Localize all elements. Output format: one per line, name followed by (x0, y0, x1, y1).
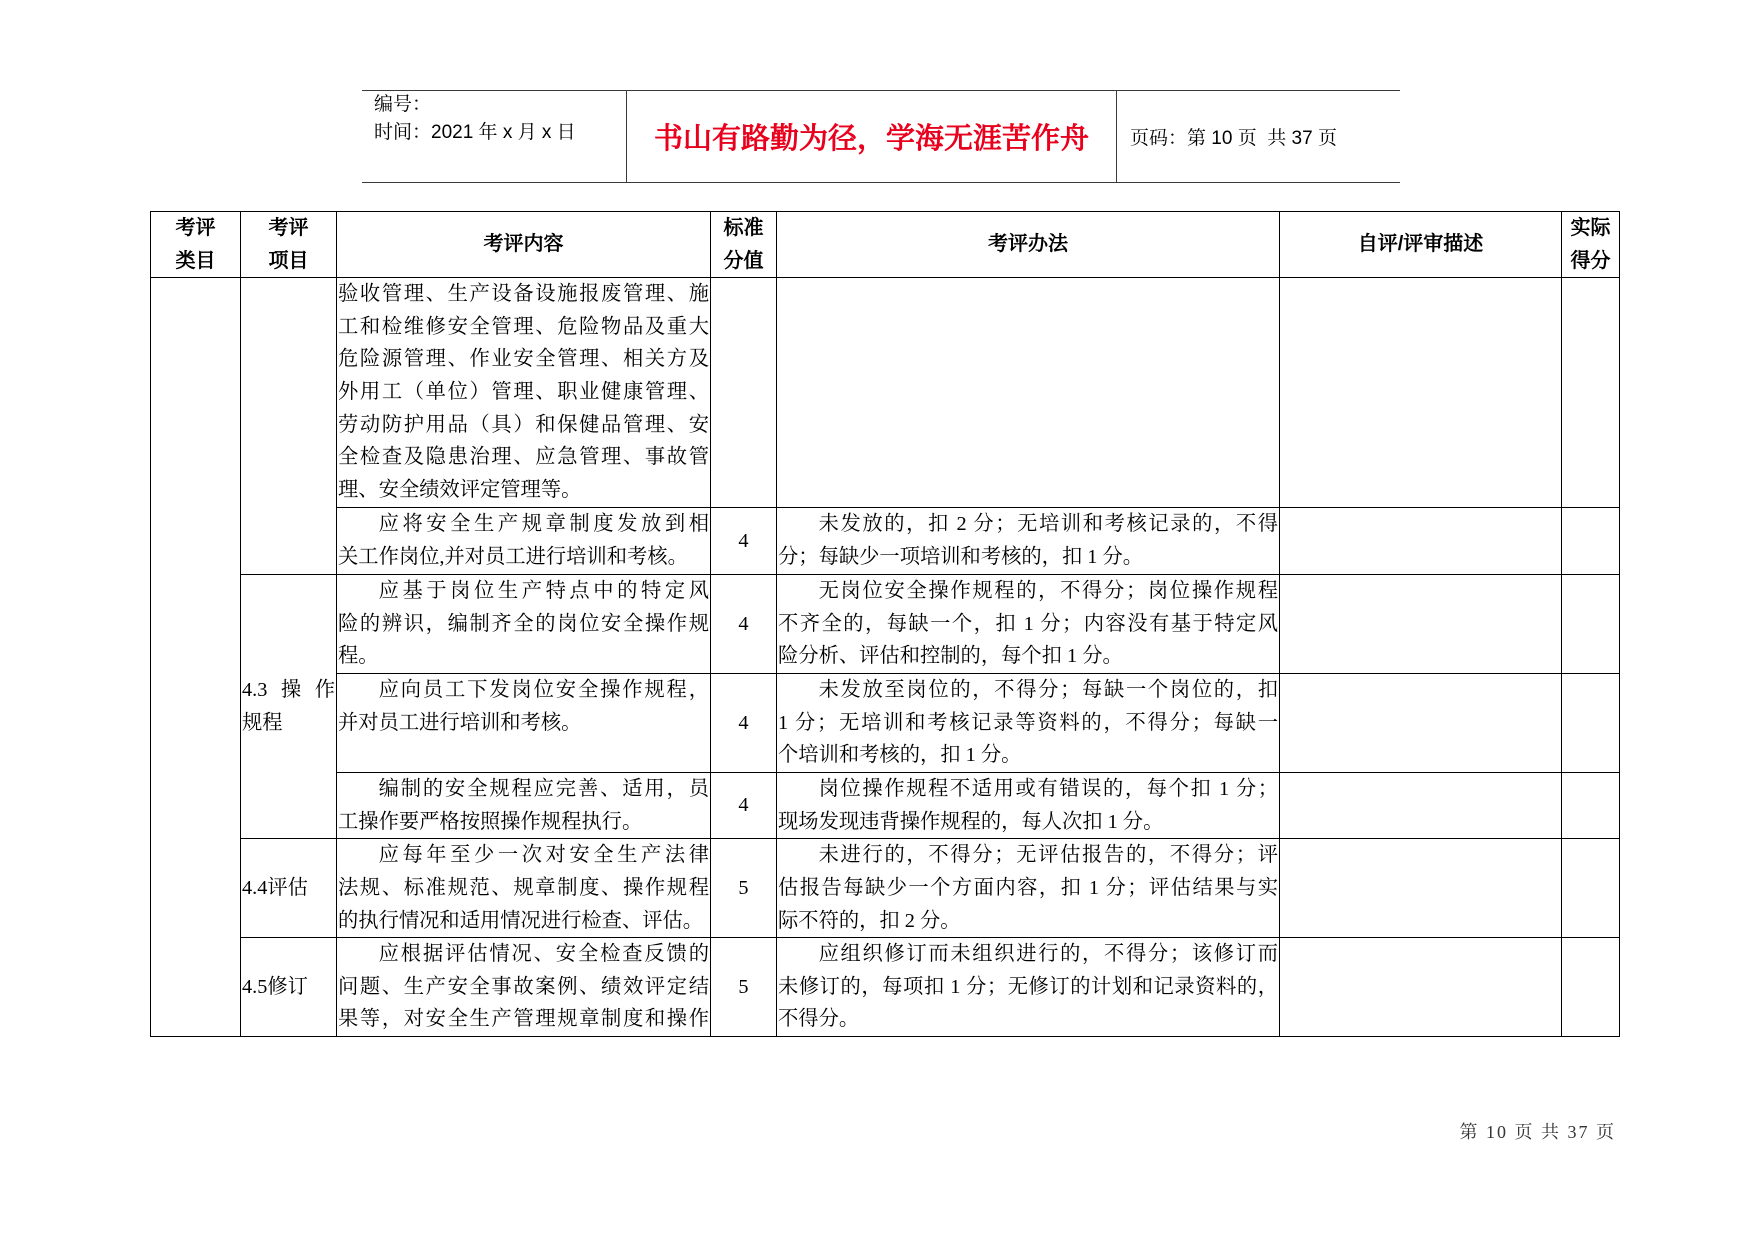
text-line: 程。 (338, 645, 379, 668)
text-line: 应组织修订而未组织进行的，不得分；该修订而 (818, 943, 1278, 966)
text-line: 考评 (175, 217, 216, 239)
method-cell (777, 674, 1280, 773)
score-cell (711, 278, 777, 508)
table-row (151, 773, 1620, 839)
column-header-item (241, 212, 337, 278)
text-line: 应每年至少一次对安全生产法律 (378, 844, 709, 867)
item-cell (241, 575, 337, 839)
table-row (151, 575, 1620, 674)
table-row (151, 674, 1620, 773)
text-line: 分；每缺少一项培训和考核的，扣 1 分。 (778, 545, 1144, 568)
score-cell: 5 (711, 938, 777, 1037)
text-line: 未发放至岗位的，不得分；每缺一个岗位的，扣 (818, 679, 1278, 702)
text-line: 理、安全绩效评定管理等。 (338, 478, 582, 501)
table-head (151, 212, 1620, 278)
text-line: 外用工（单位）管理、职业健康管理、 (338, 380, 709, 403)
method-cell (777, 773, 1280, 839)
text-line: 并对员工进行培训和考核。 (338, 711, 582, 734)
text-line: 4.5修订 (242, 975, 308, 998)
actual-score-cell (1562, 839, 1620, 938)
score-cell: 5 (711, 839, 777, 938)
column-header-actual-score (1562, 212, 1620, 278)
content-cell (337, 938, 711, 1037)
document-number-label: 编号： (374, 94, 432, 115)
text-line: 得分 (1570, 249, 1611, 272)
text-line: 法规、标准规范、规章制度、操作规程 (338, 876, 709, 899)
table-row (151, 278, 1620, 508)
text-line: 考评 (268, 217, 309, 239)
text-line: 自评/评审描述 (1357, 233, 1484, 256)
column-header-self-evaluation (1280, 212, 1562, 278)
text-line: 际不符的，扣 2 分。 (778, 909, 961, 932)
text-line: 应基于岗位生产特点中的特定风 (378, 580, 709, 603)
text-line: 编制的安全规程应完善、适用，员 (378, 778, 709, 801)
text-line: 4.3操作 (242, 679, 335, 702)
self-evaluation-cell (1280, 773, 1562, 839)
content-cell (337, 839, 711, 938)
actual-score-cell (1562, 674, 1620, 773)
content-cell (337, 278, 711, 508)
score-cell: 4 (711, 575, 777, 674)
page-footer: 第 10 页 共 37 页 (1459, 1122, 1616, 1142)
column-header-content (337, 212, 711, 278)
text-line: 估报告每缺少一个方面内容，扣 1 分；评估结果与实 (778, 876, 1278, 899)
text-line: 果等，对安全生产管理规章制度和操作 (338, 1008, 709, 1031)
table-row (151, 508, 1620, 575)
method-cell (777, 278, 1280, 508)
table-row (151, 839, 1620, 938)
method-cell (777, 839, 1280, 938)
document-date: 时间：2021 年 x 月 x 日 (374, 122, 576, 143)
table-body (151, 278, 1620, 1037)
text-line: 不齐全的，每缺一个，扣 1 分；内容没有基于特定风 (778, 612, 1278, 635)
text-line: 个培训和考核的，扣 1 分。 (778, 744, 1022, 767)
text-line: 岗位操作规程不适用或有错误的，每个扣 1 分； (818, 778, 1278, 801)
text-line: 类目 (175, 249, 216, 272)
header-page-number: 页码：第 10 页 共 37 页 (1130, 128, 1337, 149)
text-line: 险的辨识，编制齐全的岗位安全操作规 (338, 612, 709, 635)
text-line: 实际 (1570, 217, 1611, 239)
item-cell (241, 938, 337, 1037)
evaluation-table (150, 211, 1620, 1037)
header-motto-cell (626, 91, 1116, 182)
text-line: 1 分；无培训和考核记录等资料的，不得分；每缺一 (778, 711, 1278, 734)
content-cell (337, 508, 711, 575)
text-line: 危险源管理、作业安全管理、相关方及 (338, 348, 709, 371)
actual-score-cell (1562, 938, 1620, 1037)
method-cell (777, 575, 1280, 674)
header-page-cell (1116, 91, 1400, 182)
self-evaluation-cell (1280, 278, 1562, 508)
text-line: 规程 (242, 711, 283, 734)
text-line: 不得分。 (778, 1008, 860, 1031)
self-evaluation-cell (1280, 674, 1562, 773)
category-cell (151, 278, 241, 1037)
table-header-row (151, 212, 1620, 278)
text-line: 全检查及隐患治理、应急管理、事故管 (338, 446, 709, 469)
column-header-score (711, 212, 777, 278)
column-header-category (151, 212, 241, 278)
text-line: 应根据评估情况、安全检查反馈的 (378, 943, 709, 966)
self-evaluation-cell (1280, 575, 1562, 674)
score-cell: 4 (711, 674, 777, 773)
text-line: 劳动防护用品（具）和保健品管理、安 (338, 413, 709, 436)
text-line: 应将安全生产规章制度发放到相 (378, 513, 709, 536)
text-line: 无岗位安全操作规程的，不得分；岗位操作规程 (818, 580, 1278, 603)
actual-score-cell (1562, 278, 1620, 508)
table-row (151, 938, 1620, 1037)
actual-score-cell (1562, 575, 1620, 674)
column-header-method (777, 212, 1280, 278)
content-cell (337, 674, 711, 773)
text-line: 工操作要严格按照操作规程执行。 (338, 810, 643, 833)
actual-score-cell (1562, 508, 1620, 575)
text-line: 考评内容 (483, 233, 564, 256)
item-cell (241, 839, 337, 938)
method-cell (777, 938, 1280, 1037)
content-cell (337, 575, 711, 674)
text-line: 验收管理、生产设备设施报废管理、施 (338, 283, 709, 306)
header-info-cell (362, 91, 626, 182)
text-line: 未修订的，每项扣 1 分；无修订的计划和记录资料的， (778, 975, 1278, 998)
text-line: 现场发现违背操作规程的，每人次扣 1 分。 (778, 810, 1164, 833)
text-line: 4.4评估 (242, 876, 308, 899)
text-line: 问题、生产安全事故案例、绩效评定结 (338, 975, 709, 998)
item-cell (241, 278, 337, 575)
motto: 书山有路勤为径，学海无涯苦作舟 (653, 123, 1089, 155)
text-line: 标准 (723, 217, 764, 239)
method-cell (777, 508, 1280, 575)
text-line: 工和检维修安全管理、危险物品及重大 (338, 315, 709, 338)
text-line: 关工作岗位,并对员工进行培训和考核。 (338, 545, 688, 568)
score-cell: 4 (711, 773, 777, 839)
actual-score-cell (1562, 773, 1620, 839)
text-line: 的执行情况和适用情况进行检查、评估。 (338, 909, 704, 932)
text-line: 考评办法 (988, 233, 1068, 256)
self-evaluation-cell (1280, 839, 1562, 938)
self-evaluation-cell (1280, 508, 1562, 575)
content-cell (337, 773, 711, 839)
document-header (362, 90, 1400, 183)
self-evaluation-cell (1280, 938, 1562, 1037)
text-line: 险分析、评估和控制的，每个扣 1 分。 (778, 645, 1123, 668)
text-line: 项目 (268, 249, 309, 272)
score-cell: 4 (711, 508, 777, 575)
text-line: 未进行的，不得分；无评估报告的，不得分；评 (818, 844, 1278, 867)
text-line: 未发放的，扣 2 分；无培训和考核记录的，不得 (818, 513, 1278, 536)
text-line: 应向员工下发岗位安全操作规程， (378, 679, 709, 702)
text-line: 分值 (723, 249, 764, 272)
